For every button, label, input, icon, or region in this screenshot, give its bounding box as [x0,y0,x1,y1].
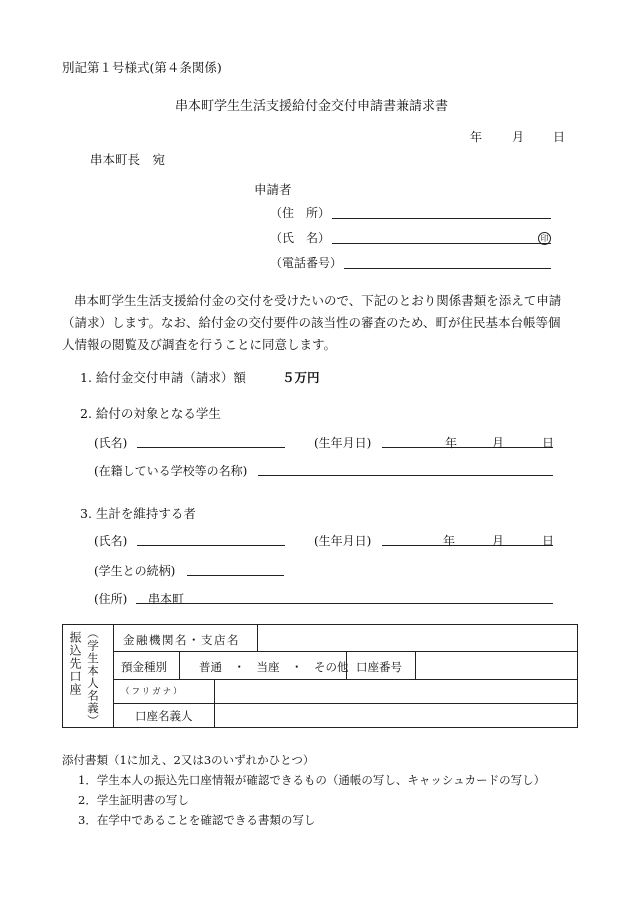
attachment-item: 1．学生本人の振込先口座情報が確認できるもの（通帳の写し、キャッシュカードの写し） [78,773,546,787]
student-birth-field[interactable] [382,447,553,448]
guardian-address-value: 串本町 [148,592,185,606]
attachment-item: 3．在学中であることを確認できる書類の写し [78,813,316,827]
account-number-input[interactable] [416,652,576,679]
section1-label: 1. 給付金交付申請（請求）額 [80,370,246,385]
student-name-label: (氏名) [94,436,128,450]
document-title: 串本町学生生活支援給付金交付申請書兼請求書 [175,99,449,114]
section3-label: 3. 生計を維持する者 [80,506,196,521]
student-birth-label: (生年月日) [314,436,372,450]
date-month-label: 月 [512,130,525,144]
guardian-name-field[interactable] [137,545,285,546]
bank-account-table [62,624,578,728]
student-birth-year: 年 [445,436,458,450]
date-year-label: 年 [470,130,483,144]
deposit-type-options[interactable]: 普通 ・ 当座 ・ その他 [199,660,349,674]
applicant-address-field[interactable] [332,218,551,219]
attachment-item: 2．学生証明書の写し [78,793,189,807]
applicant-name-field[interactable] [332,243,551,244]
school-name-label: (在籍している学校等の名称) [94,464,248,478]
furigana-input[interactable] [215,680,576,703]
guardian-birth-year: 年 [443,534,456,548]
date-day-label: 日 [553,130,566,144]
bank-side-note: （学生本人名義） [86,627,100,727]
seal-icon: 印 [538,232,551,245]
applicant-name-label: （氏 名） [270,231,331,245]
applicant-phone-label: （電話番号） [270,256,343,270]
bank-name-label: 金融機関名・支店名 [123,633,240,647]
requested-amount: ５万円 [282,370,320,385]
deposit-type-divider [179,651,180,679]
school-name-field[interactable] [258,475,553,476]
relation-label: (学生との続柄) [94,564,176,578]
account-number-divider-left [346,651,347,679]
side-divider [113,625,114,727]
guardian-address-label: (住所) [94,592,128,606]
form-reference: 別記第１号様式(第４条関係) [62,60,222,75]
bank-side-title: 振込先口座 [68,631,82,696]
applicant-phone-field[interactable] [344,268,551,269]
guardian-name-label: (氏名) [94,534,128,548]
guardian-birth-month: 月 [492,534,505,548]
guardian-address-field[interactable] [136,603,553,604]
applicant-heading: 申請者 [254,182,292,197]
deposit-type-label: 預金種別 [121,660,167,674]
account-holder-label: 口座名義人 [135,709,193,723]
student-birth-day: 日 [542,436,555,450]
addressee: 串本町長 宛 [90,152,166,167]
bank-name-input[interactable] [258,625,576,651]
guardian-birth-field[interactable] [382,545,553,546]
section2-label: 2. 給付の対象となる学生 [80,406,221,421]
student-name-field[interactable] [137,447,285,448]
furigana-label: （フリガナ） [121,687,184,697]
account-number-label: 口座番号 [356,660,402,674]
relation-field[interactable] [187,575,284,576]
seal-mark [538,230,551,245]
guardian-birth-day: 日 [542,534,555,548]
applicant-address-label: （住 所） [270,206,331,220]
intro-paragraph: 串本町学生生活支援給付金の交付を受けたいので、下記のとおり関係書類を添えて申請（請求）します。なお、給付金の交付要件の該当性の審査のため、町が住民基本台帳等個人情報の閲覧及び調査を行うことに同意します。 [62,293,562,352]
account-holder-input[interactable] [215,704,576,727]
attachments-heading: 添付書類（1に加え、2又は3のいずれかひとつ） [62,753,315,767]
guardian-birth-label: (生年月日) [314,534,372,548]
student-birth-month: 月 [492,436,505,450]
